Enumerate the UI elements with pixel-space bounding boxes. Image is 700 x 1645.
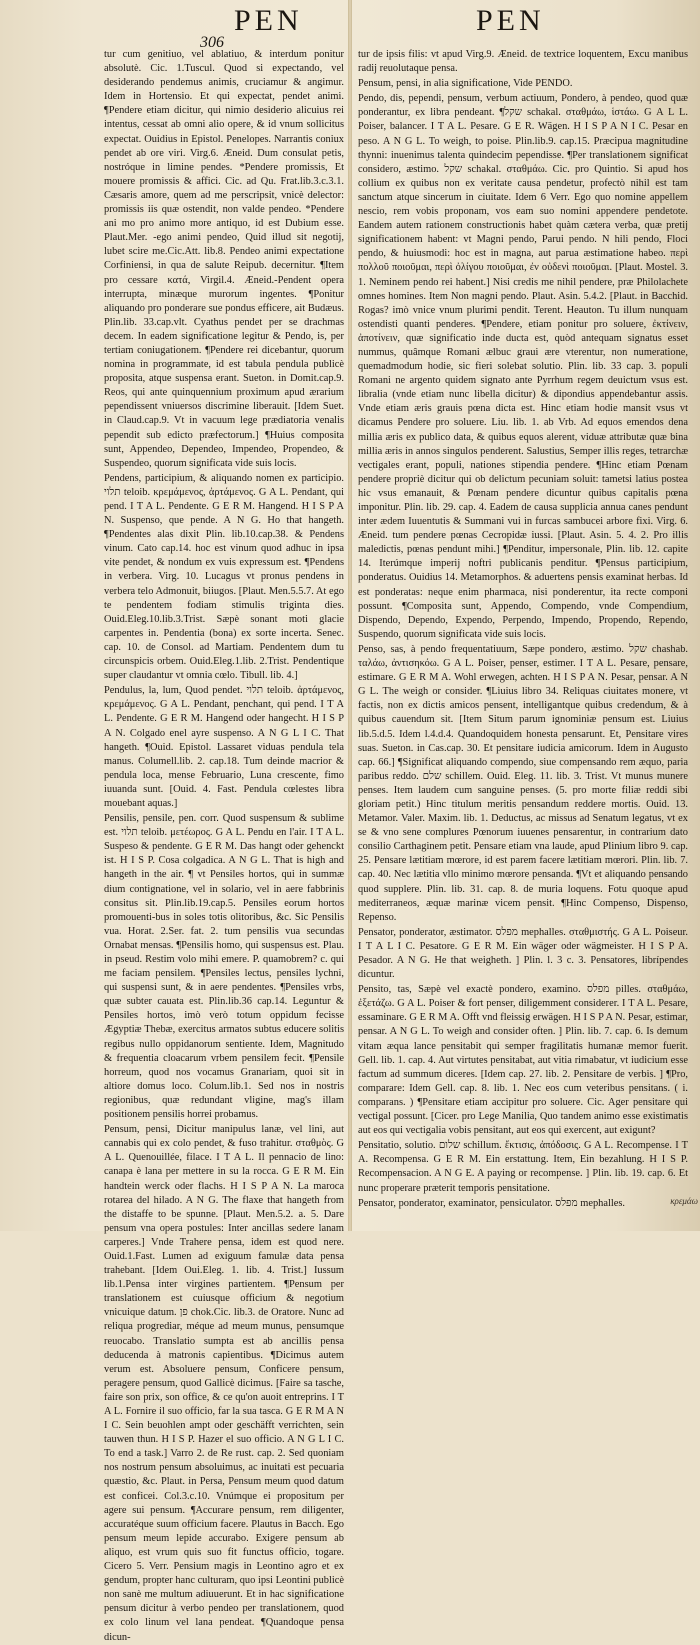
entry-penso: Penso, sas, à pendo frequentatiuum, Sæpe pondero, æstimo. שקל chashab. ταλάω, ἀντισηκόω. G A L. Poiser, penser, estimer. I T A L. Pesare, pensare, estimare. G E R M A. Wohl erwegen, achten. H I S P A N. Pesar, pensar. A N G L. The weigh or consider. ¶Liuius libro 34. Reliquas ciuitates monere, vt factis, non ex dictis amicos pensent, intelligantque quibus credendum, & à quibus cauendum sit. [Item Situm parum ignominiæ pensum est. Liuius lib.5.d.5. Idem l.4.d.4. Quandoquidem honesta pensarunt. Et, Pensitare vires suas. Sueton. in Cas.cap. 30. Et pensitare iudicia amicorum. Idem in Augusto cap. 66.] ¶Significat aliquando compendo, siue compensando rem æquo, paria paribus reddo. שלם schillem. Ouid. Eleg. 11. lib. 3. Trist. Vt munus munere penses. Item laudem cum sanguine penses. (5. pro morte filiæ reddi sibi gloriam petit.) Hinc titulum meritis pensandum reddere mortis. Ouid. 13. Metamor. Valer. Maxim. lib. 1. Deductus, ac missus ad Senatum legatus, vt ex se & vno sene complures Pœnorum iuuenes pensarentur, in contrarium dato consilio Carthaginem petit. Pensare etiam vna laude, apud Plinium libro 9. cap. 25. Pensare lætitiam mœrore, id est parem facere lætitiam mœrori. Plin. lib. 7. cap. 40. Nec lætitia vllo minimo mœrore pensanda. ¶Vt et aliquando pensando quod supplere. Plin. lib. 31. cap. 8. de muria loquens. Fotu quoque apud mediterraneos, æquæ marinæ vicem pensit. ¶Hinc Compenso, Dispenso, Repenso. <box>358 643 688 923</box>
running-head-right: PEN <box>476 4 545 37</box>
running-head-left: PEN <box>234 4 303 37</box>
entry-pendo: Pendo, dis, pependi, pensum, verbum actiuum, Pondero, à pendeo, quod quæ ponderantur, ex libra pendeant. ¶שקל schakal. σταθμάω, ἱστάω. G A L L. Poiser, balancer. I T A L. Pesare. G E R. Wägen. H I S P A N I C. Pesar en peso. A N G L. To weigh, to poise. Plin.lib.9. cap.15. Præcipua magnitudine thynni: inuenimus talenta quindecim pependisse. ¶Per translationem significat considero, æstimo. שקל schakal. σταθμάω. Cic. pro Quintio. Si apud hos collium ex quibus non ex veritate causa pendetur, profectò nihil est tam sanctum atque sincerum in ciuitate. Idem 6 Verr. Ego quo nomine appellem nescio, rem vobis proponam, vos eam suo nomini appendere pendetote. Eandem autem rationem constructionis habet quàm cætera verba, quæ pretij significationem habent: vt Magni pendo, Parui pendo. N hili pendo, Floci pendo, & huiusmodi: hoc est in magna, aut parua æstimatione habeo. περὶ πολλοῦ ποιοῦμαι, περὶ ὀλίγου ποιοῦμαι, ἐν οὐδενὶ ποιοῦμαι. [Plaut. Mostel. 3. 1. Neminem pendo rei habent.] Nisi credis me nihil pendere, præ Philolachete omnes homines. Item Non magni pendo. Plaut. Asin. 5.4.2. [Plaut. in Bacchid. Rogas? imò vnice vnum plurimi pendit. Terent. Heauton. Tu illum nunquam ostendisti quanti penderes. ¶Pendere, etiam ponitur pro soluere, ἐκτίνειν, ἀποτίνειν, quæ significatio inde ducta est, quòd antequam signatus esset nummus, quâmque Romani ælbuc graui ære vterentur, non numeratione, quemadmodum hodie, sic fieri solebat solutio. Plin. lib. 33 cap. 3. populi Romani ne argento quidem signato ante Pyrrhum regem deuictum vsus est. libralia (vnde etiam nunc libella dicitur) & dipondius appendebantur assis. Vnde etiam æris grauis pœna dicta est. Hinc etiam hodie mansit vsus vt dicamus Pendere pro soluere. Liu. lib. 1. ab Vrb. Ad equos emendos dena millia æris ex publico data, & quibus equos alerent, viduæ attributæ quæ bina millia æris in annos singulos penderent. Salustius, Semper illis reges, tetrarchæ vectigales erant, populi, nationes stipendia pendere. ¶Hinc etiam Pœnam pendere propriè dicitur qui ob delictum pecuniam soluit: tametsi latius postea hic vsus emanauit, & Pœnam pendere dicuntur quibus capitalis pœna imponitur. Plin. lib. 29. cap. 4. Eadem de causa supplicia annua canes pendunt inter ædem Iuuentutis & Summani vui in furcas sambucei arbore fixi. Virg. 6. Æneid. tum pendere pœnas Cecropidæ iussi. [Plaut. Asin. 5. 4. 2. Pro illis maledictis, pœnas pendunt mihi.] ¶Penditur, impersonale, Plin. lib. 12. capite 14. Iterúmque imperij noftri publicanis penditur. ¶Pensus participium, ponderatus. Ouidius 14. Metamorphos. & aduertens pensis examinat herbas. Id est ponderatas: neque enim pharmaca, nisi ponderentur, ita recte componi possunt. ¶Composita sunt, Appendo, Compendo, vnde Compendium, Dispendo, Dependo, Expendo, Perpendo, Impendo, Propendo, Rependo, Suspendo, quorum significata vide suis locis. <box>358 93 688 640</box>
left-column <box>104 48 344 1643</box>
entry-pensator: Pensator, ponderator, æstimator. מפלס mephalles. σταθμιστής. G A L. Poiseur. I T A L I C. Pesatore. G E R M. Ein wäger oder wägmeister. H I S P A. Pesador. A N G. He that weigheth. ] Plin. l. 3 c. 3. Pensatores, librípendes dicuntur. <box>358 926 688 981</box>
catchword: κρεμάω <box>670 1196 698 1206</box>
right-column-header <box>356 4 692 44</box>
entry-pensum: Pensum, pensi, Dicitur manipulus lanæ, vel lini, aut cannabis qui ex colo pendet, & fuso trahitur. σταθμὸς. G A L. Quenouillée, filace. I T A L. Il pennacio de lino: canapa è lana per mettere in su la rocca. G E R M. Ein handtein werck oder flachs. H I S P A N. La maroca rotarea del hilado. A N G. The flaxe that hangeth from the distaffe to be spunne. [Plaut. Men.5.2. a. 5. Dare pensum vna opera postules: Inter ancillas sedere lanam carperes.] Vnde Trahere pensa, idem est quod nere. Ouid.1.Fast. Lumen ad exiguum famulæ data pensa trahebant. [Idem Oui.Eleg. 1. lib. 4. Trist.] Iussum lib.1.Pensa inter virgines partientem. ¶Pensum per translationem est cuiusque officium & negotium vnicuique datum. פן chok.Cic. lib.3. de Oratore. Nunc ad reliqua progrediar, méque ad meum munus, pensumque reuocabo. Translatio sumpta est ab ancillis pensa deducenda à matronis capientibus. ¶Dicimus autem verum est. Absoluere pensum, Conficere pensum, peragere pensum, quod Gallicè dicimus. [Faire sa tasche, faire son prix, son office, & ce qu'on auoit entreprins. I T A L. Fornire il suo officio, far la sua tasca. G E R M A N I C. Sein beuohlen ampt oder geschäfft verrichten, sein tauwen thun. H I S P. Hazer el suo officio. A N G L I C. To end a task.] Varro 2. de Re rust. cap. 2. Sed quoniam nos nostrum pensum absoluimus, ac inuitati est pecuaria quæstio, &c. Plaut. in Persa, Pensum meum quod datum est conficei. Col.3.c.10. Vnúmque ei propositum per agere sui pensum. ¶Accurare pensum, rem diligenter, accuratéque suum officium facere. Plautus in Bacch. Ego pensum meum lepide accurabo. Exigere pensum ab aliquo, est vrum quis suo fit functus officio, togare. Cicero 5. Verr. Pensium magis in Leontino agro et ex gendum, propter hanc culturam, quo ipsi Leontini publicè non sanè me multum adiuuerunt. Et in hac significatione pensum dicitur à verbo pendeo per translationem, quod ex colo linum vel lana pendeat. ¶Quandoque pensa dicun- <box>104 1124 344 1643</box>
entry-pensa-cont: tur de ipsis filis: vt apud Virg.9. Æneid. de textrice loquentem, Excu manibus radij reuolutaque pensa. <box>358 49 688 75</box>
left-column-header <box>96 4 344 51</box>
entry-pensilis: Pensilis, pensile, pen. corr. Quod suspensum & sublime est. תלוי teloib. μετέωρος. G A L. Pendu en l'air. I T A L. Suspeso & pendente. G E R M. Das hangt oder gehenckt ist. H I S P. Cosa colgadica. A N G L. That is high and hangeth in the air. ¶ vt Pensiles hortos, qui in summæ dium contignatione, vel in solario, vel in aere fabbrinis consitus sit. Plin.lib.19.cap.5. Pensiles eorum hortos promouenti-bus in soles totis olitoribus, &c. Sic Pensilis vua. Horat. 2.Ser. fat. 2. tum pensilis vua secundas Ornabat mensas. ¶Pensilis homo, qui suspensus est. Plau. in pseud. Restim volo mihi emere. P. quamobrem? c. qui me faciam pensilem. ¶Pensiles lectus, pensiles lychni, qui suspensi sunt, & in aere pendentes. ¶Pensiles vrbs, quæ subter cauata est. Plin.lib.36 cap.14. Leguntur & Pensiles hortos, imò verò totum oppidum fecisse Ægyptiæ Thebæ, exercitus armatos subtus educere solitis regibus nullo oppidanorum sentiente. Idem, Magnitudo & frequentia cloacarum vrbem pensilem fecit. ¶Pensile horreum, quod nos vocamus Granariam, quoi sit in altiore domus loco. Colum.lib.1. Sed nos in nostris regionibus, quæ redundant vligine, mag's illam positionem pensilis horrei probamus. <box>104 813 344 1121</box>
entry-pendens: Pendens, participium, & aliquando nomen ex participio. תלוי teloib. κρεμάμενος, ἀρτάμενος. G A L. Pendant, qui pend. I T A L. Pendente. G E R M. Hangend. H I S P A N. Suspenso, que pende. A N G. Ho that hangeth. ¶Pendentes alas dixit Plin. lib.10.cap.38. & Pendens vinum. Cato cap.14. hoc est vinum quod adhuc in ipsa vite pendet, & nondum ex vuis expressum est. ¶Pendens in verbera. Virg. 10. Lucagus vt pronus pendens in verbera telo Admonuit, biiugos. [Plaut. Men.5.5.7. At ego te pendentem fodiam stimulis triginta dies. Ouid.Eleg.10.lib.3.Trist. Sæpè sonant moti glacie carpentes in. Pendentia (bona) ex sorte incerta. Senec. cap. 10. de Consol. ad Martiam. Pendentem dum tu circunspicis orbem. Ouid.Eleg.1.lib. 2.Trist. Pendentique super claudantur vt omnia cœlo. Tibull. lib. 4.] <box>104 472 344 682</box>
column-gutter <box>348 0 352 1231</box>
entry-pendulus: Pendulus, la, lum, Quod pendet. תלוי teloib. ἀρτάμενος, κρεμάμενος. G A L. Pendant, penchant, qui pend. I T A L. Pendente. G E R M. Hangend oder hangecht. H I S P A N. Colgado enel ayre suspenso. A N G L I C. That hangeth. ¶Ouid. Epistol. Lassaret viduas pendula tela manus. Columell.lib. 2. cap.18. Tum deinde macrior & pendula loca, mense Februario, Luna crescente, fimo iuuanda sunt. [Ouid. 4. Fast. Pendula cœlestes libra mouebant aquas.] <box>104 685 344 809</box>
entry-pensator-2: Pensator, ponderator, examinator, pensiculator. מפלס mephalles. <box>358 1197 625 1209</box>
page-number: 306 <box>200 34 224 51</box>
right-column <box>358 48 688 1228</box>
entry-pendeo-cont: tur cum genitiuo, vel ablatiuo, & interdum ponitur absolutè. Cic. 1.Tuscul. Quod si expectando, vel desiderando pendemus animis, cruciamur & angimur. Idem in Hortensio. Et qui expectat, pendet animi. ¶Pendere etiam dicitur, qui nimio desiderio alicuius rei intentus, cessat ab omni alio opere, & id vnum sollicitus expectat. Ouidius in Epistol. Penelopes. Narrantis coniux pendet ab ore viri. Virg.6. Æneid. Dum consulat petis, nostróque in limine pendes. *Pendere promissis, Et mouere promissis & affici. Cic. ad Qu. Frat.lib.3.c.3.1. Cæsaris amore, quem ad me perscripsit, vnicè delector: promissis iis quæ ostendit, non valde pendeo. *Pendere ani mo pro animo more antiquo, id est Dubium esse. Plaut.Mer. -ego animi pendeo, Quid illud sit negotij, lubet scire me.Cic.Att. lib.8. Pendeo animi expectatione Corfiniensi, in qua de salute Reipub. decernitur. ¶Item pro cessare κατά, Virgil.4. Æneid.-Pendent opera interrupta, minæque murorum ingentes. ¶Ponitur aliquando pro ponderare sue pondus efficere, ait Budæus. Plin.lib. 33.cap.vlt. Cyathus pendet per se drachmas decem. In eadem significatione legitur & Pendo, is, per tertiam coniugationem. ¶Pendere rei dicebantur, quorum nomina in programmate, id est tabula pendula publicè proposita, atque suspensa erant. Sueton. in Domit.cap.9. Reos, qui ante quinquennium proximum apud ærarium pependissent vniuersos discrimine liberauit. [Idem Suet. in Claud.cap.9. Vt in vacuum lege prædiatoria venalis pependit sub edicto præfectorum.] ¶Huius composita sunt, Appendeo, Dependeo, Impendeo, Propendeo, & Suspendeo, quorum significata vide suis locis. <box>104 49 344 469</box>
entry-pensito: Pensito, tas, Sæpè vel exactè pondero, examino. מפלס pilles. σταθμάω, ἐξετάζω. G A L. Poiser & fort penser, diligemment considerer. I T A L. Pesare, essaminare. G E R M A. Offt vnd fleissig erwägen. H I S P A N. Pesar, estimar, pensar. A N G L. To weigh and consider often. ] Plin. lib. 7. cap. 6. Is demum vitam æqua lance pensitabit qui semper fragilitatis humanæ memor fuerit. Gell. lib. 1. cap. 4. Aut virtutes pensitabat, aut vitia rimabatur, vt iudicium esse factum ad summum diceres. [Idem cap. 27. lib. 2. Pensitare de verbis. ] ¶Pro, comparare: Idem Gell. cap. 8. lib. 1. Nec eos cum veteribus pensitans. ( i. comparans. ) ¶Pensitare etiam accipitur pro soluere. Cic. Ager pensitare qui vectigal possunt. [Cicer. pro Lege Manilia, Quo tandem animo esse existimatis aut eos qui vectigalia vobis pensitant, aut eos qui exercent, aut exigunt? <box>358 984 688 1137</box>
entry-pensitatio: Pensitatio, solutio. שלום schillum. ἔκτισις, ἀπόδοσις. G A L. Recompense. I T A. Recompensa. G E R M. Ein erstattung. Item, Ein bezahlung. H I S P. Recompensacion. A N G E. A paying or recompense. ] Plin. lib. 19. cap. 6. Et nunc properare præterit temporis pensitatione. <box>358 1140 688 1194</box>
entry-pensum-alt: Pensum, pensi, in alia significatione, Vide PENDO. <box>358 78 573 90</box>
